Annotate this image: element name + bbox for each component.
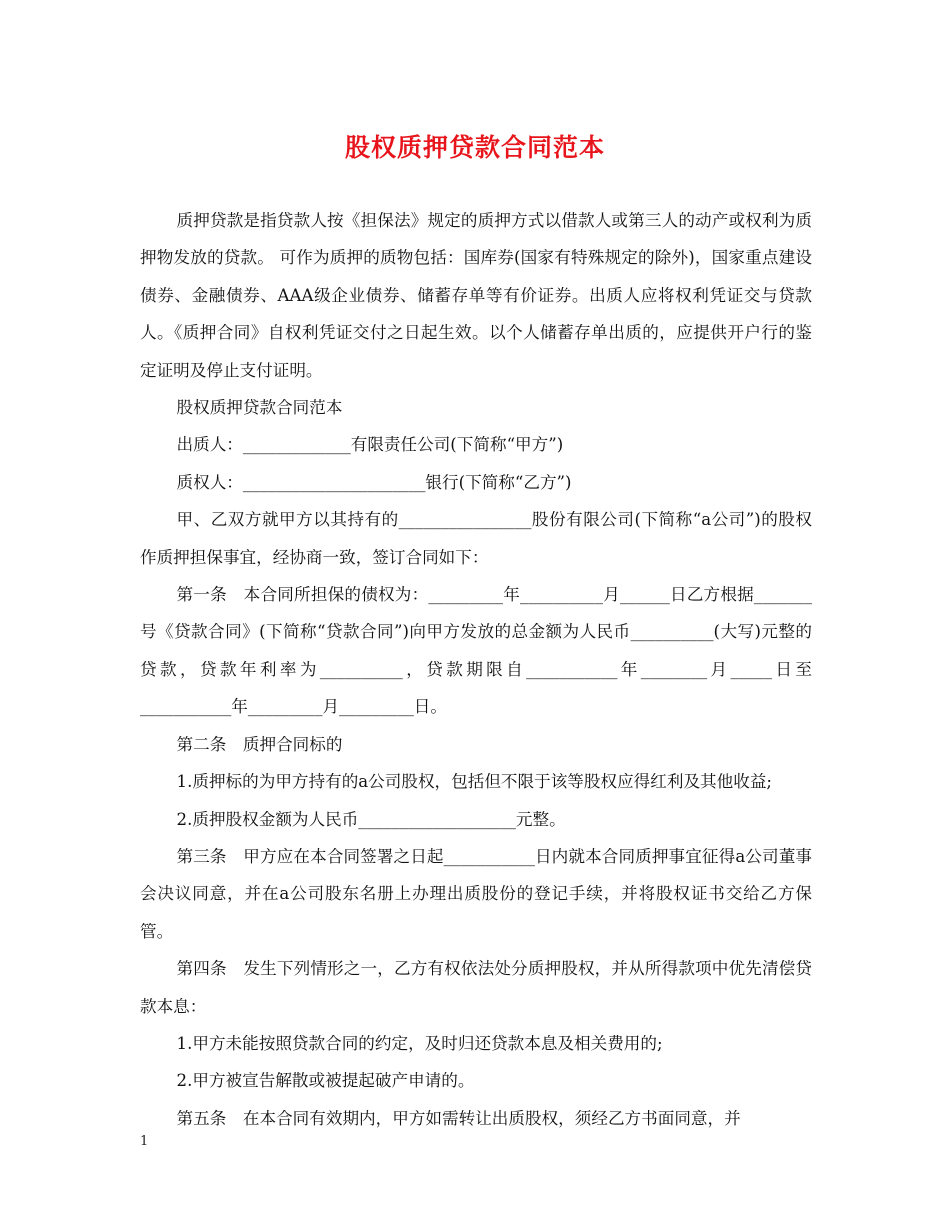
paragraph-article-2-heading: 第二条 质押合同标的: [176, 734, 343, 754]
paragraph-article-4-item-1: 1.甲方未能按照贷款合同的约定，及时归还贷款本息及相关费用的;: [176, 1033, 663, 1053]
paragraph-subtitle: 股权质押贷款合同范本: [176, 398, 343, 418]
paragraph-preamble: 甲、乙双方就甲方以其持有的________________股份有限公司(下简称“a公司”)的股权作质押担保事宜，经协商一致，签订合同如下：: [140, 510, 812, 567]
document-title: 股权质押贷款合同范本: [344, 133, 605, 162]
document-body: [140, 202, 812, 1137]
paragraph-pledgee: 质权人：______________________银行(下简称“乙方”): [176, 472, 572, 492]
paragraph-article-2-item-1: 1.质押标的为甲方持有的a公司股权，包括但不限于该等股权应得红利及其他收益;: [176, 772, 773, 792]
page-number: 1: [140, 1134, 149, 1149]
paragraph-article-4: 第四条 发生下列情形之一，乙方有权依法处分质押股权，并从所得款项中优先清偿贷款本息：: [140, 959, 812, 1016]
paragraph-pledgor: 出质人：_____________有限责任公司(下简称“甲方”): [176, 435, 564, 455]
paragraph-article-3: 第三条 甲方应在本合同签署之日起___________日内就本合同质押事宜征得a公司董事会决议同意，并在a公司股东名册上办理出质股份的登记手续，并将股权证书交给乙方保管。: [140, 846, 812, 941]
paragraph-intro: 质押贷款是指贷款人按《担保法》规定的质押方式以借款人或第三人的动产或权利为质押物发放的贷款。 可作为质押的质物包括：国库券(国家有特殊规定的除外)，国家重点建设债券、金融债券、AAA级企业债券、储蓄存单等有价证券。出质人应将权利凭证交与贷款人。《质押合同》自权利凭证交付之日起生效。以个人储蓄存单出质的，应提供开户行的鉴定证明及停止支付证明。: [140, 211, 812, 380]
paragraph-article-4-item-2: 2.甲方被宣告解散或被提起破产申请的。: [176, 1071, 475, 1091]
paragraph-article-2-item-2: 2.质押股权金额为人民币___________________元整。: [176, 809, 566, 829]
paragraph-article-5: 第五条 在本合同有效期内，甲方如需转让出质股权，须经乙方书面同意，并: [176, 1108, 741, 1128]
paragraph-article-1: 第一条 本合同所担保的债权为：_________年__________月______日乙方根据_______号《贷款合同》(下简称“贷款合同”)向甲方发放的总金额为人民币__________(大写)元整的贷款，贷款年利率为__________，贷款期限自___________年________月_____日至___________年_________月_________日。: [140, 585, 812, 717]
